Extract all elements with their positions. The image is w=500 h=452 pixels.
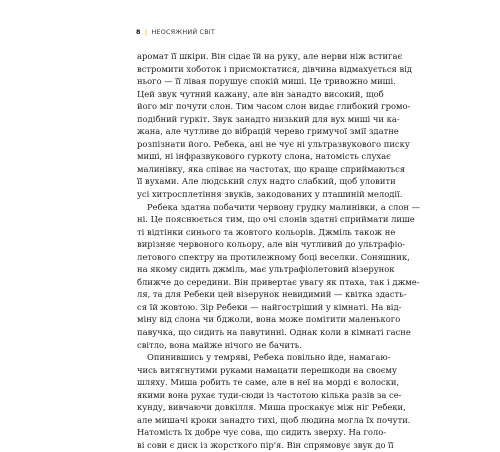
paragraph [137, 201, 421, 352]
running-head-separator: | [144, 28, 148, 36]
page-number: 8 [136, 28, 141, 36]
text-line: ля, та для Ребеки цей візерунок невидимий — квітка здасть- [137, 289, 407, 300]
text-line: нього — її лівая порушує спокій миші. Це тривожно миші. [137, 76, 396, 87]
text-line: його міг почути слон. Тим часом слон видає глибокий громо- [137, 101, 411, 112]
text-line: розпізнати його. Ребека, ані не чує ні ультразвукового писку [137, 138, 410, 149]
text-line: подібний гуркіт. Звук занадто низький для вух миші чи ка- [137, 113, 400, 124]
paragraph [137, 351, 411, 451]
text-line: вирізняє червоного кольору, але він чутливий до ультрафіо- [137, 239, 406, 250]
running-head [136, 28, 215, 37]
text-line: чись витягнутими руками намацати перешкоди на своєму [137, 364, 397, 375]
text-line: Цей звук чутний кажану, але він занадто високий, щоб [137, 88, 384, 99]
text-line: Опинившись у темряві, Ребека повільно йде, намагаю- [147, 352, 391, 363]
text-line: кунду, вивчаючи довкілля. Миша проскакує між ніг Ребеки, [137, 402, 406, 413]
text-line: ся їй жовтою. Зір Ребеки — найгостріший у кімнаті. На від- [137, 301, 402, 312]
text-line: міну від слона чи бджоли, вона може помітити маленького [137, 314, 401, 325]
text-line: на якому сидить джміль, має ультрафіолетовий візерунок [137, 264, 395, 275]
text-line: усі хитросплетіння звуків, закодованих у пташиній мелодії. [137, 189, 403, 200]
text-line: ті відтінки синього та жовтого кольорів. Джміль також не [137, 226, 396, 237]
text-line: аромат її шкіри. Він сідає їй на руку, але нерви ніж встигає [137, 51, 403, 61]
text-line: жана, але чутливе до вібрацій черево гримучої змії здатне [137, 126, 399, 137]
text-line: але мишачі кроки занадто тихі, щоб людина могла їх почути. [137, 414, 411, 425]
text-line: Ребека здатна побачити червону грудку малинівки, а слон — [147, 201, 421, 212]
text-line: встромити хоботок і присмоктатися, дівчина відмахується від [137, 63, 413, 74]
text-line: шляху. Миша робить те саме, але в неї на морді є волоски, [137, 377, 400, 388]
paragraph [137, 50, 413, 201]
text-line: ні. Це пояснюється тим, що очі слонів здатні сприймати лише [137, 214, 415, 225]
text-line: миші, ні інфразвукового гуркоту слона, натомість слухає [137, 151, 391, 162]
text-line: ві сови є диск із жорсткого пір'я. Він спрямовує звук до її [137, 439, 394, 450]
running-head-title: НЕОСЯЖНИЙ СВІТ [151, 28, 215, 36]
text-line: летового спектру на протилежному боці веселки. Соняшник, [137, 251, 410, 262]
text-line: світло, вона майже нічого не бачить. [137, 339, 302, 350]
body-text [137, 50, 421, 452]
text-line: павучка, що сидить на павутинні. Однак коли в кімнаті гасне [137, 327, 411, 338]
text-line: ближче до середини. Він привертає увагу як птаха, так і джме- [137, 276, 420, 287]
text-line: якими вона рухає туди-сюди із частотою кілька разів за се- [137, 389, 402, 400]
text-line: Натомість їх добре чує сова, що сидить зверху. На голо- [137, 427, 387, 438]
text-line: малинівку, яка співає на частотах, що краще сприймаються [137, 163, 406, 174]
text-line: її вухами. Але людський слух надто слабкий, щоб уловити [137, 176, 396, 187]
